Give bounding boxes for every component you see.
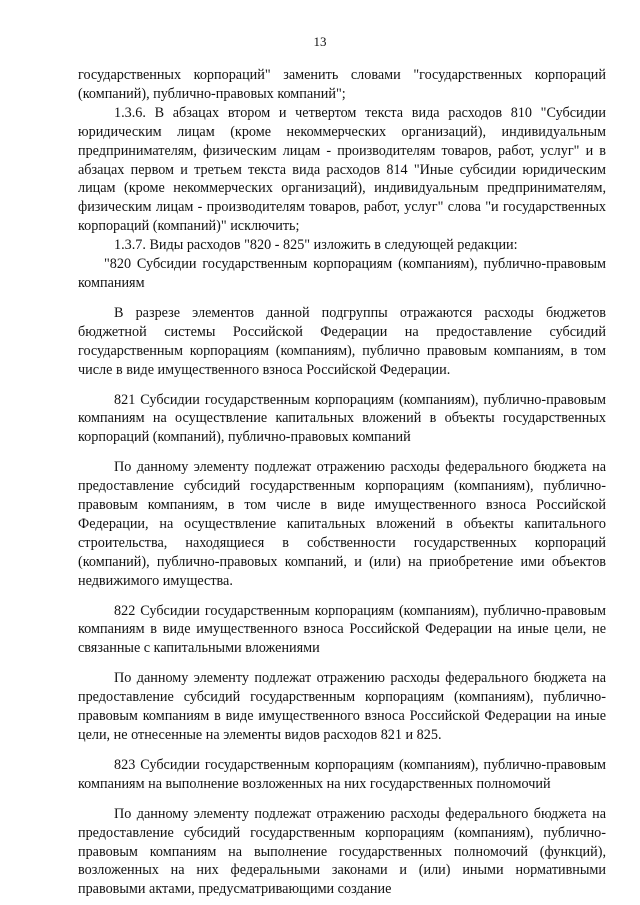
heading-823: 823 Субсидии государственным корпорациям (компаниям), публично-правовым компаниям на выполнение возложенных на них государственных полномочий — [78, 756, 606, 792]
heading-821: 821 Субсидии государственным корпорациям (компаниям), публично-правовым компаниям на осуществление капитальных вложений в объекты государственных корпораций (компаний), публично-правовых компаний — [78, 391, 606, 446]
document-body — [78, 66, 606, 899]
paragraph-820-description: В разрезе элементов данной подгруппы отражаются расходы бюджетов бюджетной системы Российской Федерации на предоставление субсидий государственным корпорациям (компаниям), публично правовым компаниям, в том числе в виде имущественного взноса Российской Федерации. — [78, 304, 606, 378]
paragraph-823-description: По данному элементу подлежат отражению расходы федерального бюджета на предоставление субсидий государственным корпорациям (компаниям), публично-правовым компаниям на выполнение государственных полномочий (функций), возложенных на них федеральными законами и (или) иными нормативными правовыми актами, предусматривающими создание — [78, 805, 606, 898]
paragraph-continuation: государственных корпораций" заменить словами "государственных корпораций (компаний), публично-правовых компаний"; — [78, 67, 606, 102]
paragraph-1-3-6: 1.3.6. В абзацах втором и четвертом текста вида расходов 810 "Субсидии юридическим лицам (кроме некоммерческих организаций), индивидуальным предпринимателям, физическим лицам - производителям товаров, работ, услуг" и в абзацах первом и третьем текста вида расходов 814 "Иные субсидии юридическим лицам (кроме некоммерческих организаций), индивидуальным предпринимателям, физическим лицам - производителям товаров, работ, услуг" слова "и государственных корпораций (компаний)" исключить; — [78, 104, 606, 235]
heading-820: "820 Субсидии государственным корпорациям (компаниям), публично-правовым компаниям — [78, 256, 606, 291]
page-number: 13 — [313, 34, 327, 49]
paragraph-822-description: По данному элементу подлежат отражению расходы федерального бюджета на предоставление субсидий государственным корпорациям (компаниям), публично-правовым компаниям в виде имущественного взноса Российской Федерации на иные цели, не отнесенные на элементы видов расходов 821 и 825. — [78, 670, 606, 743]
paragraph-1-3-7: 1.3.7. Виды расходов "820 - 825" изложить в следующей редакции: — [114, 237, 518, 254]
paragraph-821-description: По данному элементу подлежат отражению расходы федерального бюджета на предоставление субсидий государственным корпорациям (компаниям), публично-правовым компаниям, в том числе в виде имущественного взноса Российской Федерации, на осуществление капитальных вложений в объекты капитального строительства, находящиеся в собственности государственных корпораций (компаний), публично-правовых компаний, и (или) на приобретение ими объектов недвижимого имущества. — [78, 459, 606, 589]
heading-822: 822 Субсидии государственным корпорациям (компаниям), публично-правовым компаниям в виде имущественного взноса Российской Федерации на иные цели, не связанные с капитальными вложениями — [78, 602, 606, 657]
